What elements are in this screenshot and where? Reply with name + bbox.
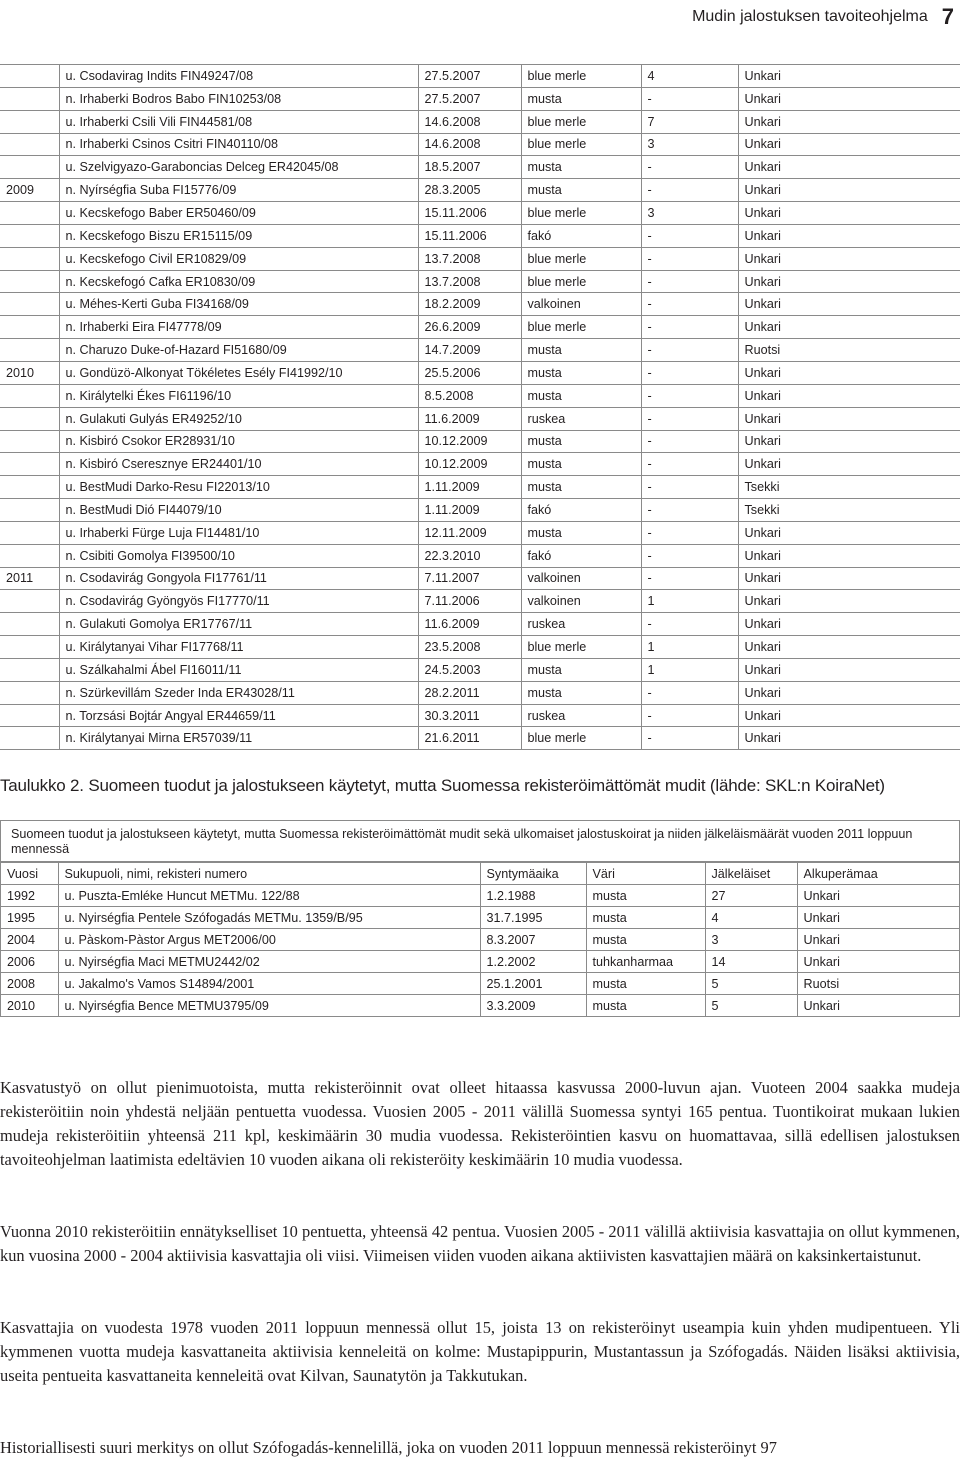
page-header [692,0,960,34]
cell-date: 27.5.2007 [418,87,521,110]
cell-count: - [641,613,738,636]
table-caption: Taulukko 2. Suomeen tuodut ja jalostukseen käytetyt, mutta Suomessa rekisteröimättömät mudit (lähde: SKL:n KoiraNet) [0,776,885,795]
table-cell: 5 [705,995,797,1017]
cell-color: blue merle [521,110,641,133]
cell-name: u. Szálkahalmi Ábel FI16011/11 [59,658,418,681]
table-cell: 2008 [1,973,58,995]
cell-date: 30.3.2011 [418,704,521,727]
cell-name: u. BestMudi Darko-Resu FI22013/10 [59,476,418,499]
cell-color: fakó [521,224,641,247]
table-cell: musta [586,929,705,951]
table-cell: 4 [705,907,797,929]
cell-date: 14.7.2009 [418,339,521,362]
table-row [0,202,960,225]
cell-year [0,681,59,704]
cell-year [0,544,59,567]
foreign-sires-table-header [1,863,959,885]
page-number: 7 [941,4,954,29]
cell-name: u. Gondüzö-Alkonyat Tökéletes Esély FI41992/10 [59,361,418,384]
column-header: Sukupuoli, nimi, rekisteri numero [58,863,480,885]
table-cell: Unkari [797,995,959,1017]
cell-origin: Unkari [738,293,960,316]
table-row [0,476,960,499]
cell-count: - [641,544,738,567]
table-cell: tuhkanharmaa [586,951,705,973]
table-cell: 1992 [1,885,58,907]
cell-count: - [641,270,738,293]
cell-color: musta [521,361,641,384]
cell-color: musta [521,87,641,110]
table-row [0,179,960,202]
cell-color: blue merle [521,247,641,270]
cell-name: n. BestMudi Dió FI44079/10 [59,499,418,522]
cell-color: valkoinen [521,590,641,613]
column-header: Jälkeläiset [705,863,797,885]
cell-count: - [641,384,738,407]
cell-color: musta [521,453,641,476]
table-row [0,636,960,659]
imported-dogs-table-body [0,65,960,750]
cell-name: u. Szelvigyazo-Garaboncias Delceg ER42045/08 [59,156,418,179]
table-cell: u. Nyirségfia Maci METMU2442/02 [58,951,480,973]
cell-origin: Unkari [738,704,960,727]
cell-color: blue merle [521,316,641,339]
cell-color: musta [521,521,641,544]
table-row [1,907,959,929]
cell-count: - [641,453,738,476]
table-cell: 2006 [1,951,58,973]
table-row [0,316,960,339]
cell-date: 26.6.2009 [418,316,521,339]
cell-date: 12.11.2009 [418,521,521,544]
table-row [0,590,960,613]
cell-date: 15.11.2006 [418,202,521,225]
cell-count: 3 [641,202,738,225]
cell-origin: Unkari [738,270,960,293]
cell-name: u. Csodavirag Indits FIN49247/08 [59,65,418,88]
cell-name: n. Kecskefogo Biszu ER15115/09 [59,224,418,247]
cell-count: - [641,224,738,247]
table-row [0,544,960,567]
table-row [0,270,960,293]
paragraph-kennels: Kasvattajia on vuodesta 1978 vuoden 2011 loppuun mennessä ollut 15, joista 13 on rekisteröinyt useampia kuin yhden mudipentueen. Yli kymmenen vuotta mudeja kasvattaneita aktiivisia kenneleitä on kolme: Mustapippurin, Mustantassun ja Szófogadás. Näiden lisäksi aktiivisia, useita pentueita kasvattaneita kenneleitä ovat Kilvan, Saunatytön ja Takkutukan. [0,1318,960,1385]
cell-origin: Unkari [738,658,960,681]
table-description: Suomeen tuodut ja jalostukseen käytetyt, mutta Suomessa rekisteröimättömät mudit sekä ulkomaiset jalostuskoirat ja niiden jälkeläismäärät vuoden 2011 loppuun mennessä [1,821,959,862]
cell-date: 13.7.2008 [418,270,521,293]
cell-date: 11.6.2009 [418,407,521,430]
cell-origin: Unkari [738,202,960,225]
table-row [0,727,960,750]
column-header: Väri [586,863,705,885]
cell-name: u. Méhes-Kerti Guba FI34168/09 [59,293,418,316]
cell-name: u. Irhaberki Csili Vili FIN44581/08 [59,110,418,133]
cell-origin: Tsekki [738,499,960,522]
table-row [1,929,959,951]
cell-date: 23.5.2008 [418,636,521,659]
cell-count: - [641,156,738,179]
table-cell: 27 [705,885,797,907]
table-row [1,973,959,995]
table-cell: 8.3.2007 [480,929,586,951]
cell-name: n. Kecskefogó Cafka ER10830/09 [59,270,418,293]
cell-date: 1.11.2009 [418,476,521,499]
cell-origin: Unkari [738,636,960,659]
cell-date: 10.12.2009 [418,453,521,476]
table-row [0,430,960,453]
table-row [0,87,960,110]
cell-year: 2010 [0,361,59,384]
cell-count: 4 [641,65,738,88]
cell-color: blue merle [521,636,641,659]
table-cell: u. Nyirségfia Pentele Szófogadás METMu. 1359/B/95 [58,907,480,929]
cell-color: ruskea [521,613,641,636]
cell-name: n. Nyírségfia Suba FI15776/09 [59,179,418,202]
table-row [1,885,959,907]
cell-origin: Unkari [738,544,960,567]
cell-color: fakó [521,499,641,522]
table-cell: musta [586,995,705,1017]
table-cell: 1.2.2002 [480,951,586,973]
table-cell: 14 [705,951,797,973]
cell-date: 1.11.2009 [418,499,521,522]
cell-name: n. Gulakuti Gulyás ER49252/10 [59,407,418,430]
cell-count: - [641,476,738,499]
cell-count: - [641,179,738,202]
table-row [0,224,960,247]
running-title: Mudin jalostuksen tavoiteohjelma [692,8,928,25]
cell-year [0,704,59,727]
cell-color: musta [521,681,641,704]
cell-name: n. Irhaberki Csinos Csitri FIN40110/08 [59,133,418,156]
cell-origin: Ruotsi [738,339,960,362]
table-row [0,110,960,133]
cell-count: - [641,430,738,453]
cell-year [0,224,59,247]
cell-name: n. Csodavirág Gongyola FI17761/11 [59,567,418,590]
table-cell: musta [586,885,705,907]
cell-count: - [641,499,738,522]
cell-date: 27.5.2007 [418,65,521,88]
cell-name: u. Királytanyai Vihar FI17768/11 [59,636,418,659]
table-row [0,704,960,727]
table-row [0,407,960,430]
cell-date: 28.2.2011 [418,681,521,704]
cell-year [0,202,59,225]
column-header: Alkuperämaa [797,863,959,885]
cell-origin: Unkari [738,110,960,133]
cell-count: - [641,339,738,362]
table-cell: Unkari [797,929,959,951]
cell-year [0,293,59,316]
cell-origin: Unkari [738,224,960,247]
table-row [0,613,960,636]
table-cell: 3.3.2009 [480,995,586,1017]
cell-count: 7 [641,110,738,133]
cell-count: 1 [641,636,738,659]
cell-date: 18.5.2007 [418,156,521,179]
table-cell: musta [586,907,705,929]
table-row [0,65,960,88]
cell-name: n. Királytelki Ékes FI61196/10 [59,384,418,407]
paragraph-registrations: Kasvatustyö on ollut pienimuotoista, mutta rekisteröinnit ovat olleet hitaassa kasvussa 2000-luvun ajan. Vuoteen 2004 saakka mudeja rekisteröitiin noin yhdestä neljään pentuetta vuodessa. Vuosien 2005 - 2011 välillä Suomessa syntyi 165 pentua. Tuontikoirat mukaan lukien mudeja rekisteröitiin yhteensä 211 kpl, keskimäärin 30 mudia vuodessa. Rekisteröintien kasvu on huomattavaa, sillä edellisen jalostuksen tavoiteohjelman laatimista edeltävien 10 vuoden aikana oli rekisteröity keskimäärin 10 mudia vuodessa. [0,1078,960,1169]
cell-year [0,727,59,750]
table-row [0,521,960,544]
cell-date: 21.6.2011 [418,727,521,750]
cell-year [0,65,59,88]
cell-year [0,430,59,453]
cell-color: blue merle [521,65,641,88]
cell-color: musta [521,658,641,681]
cell-date: 25.5.2006 [418,361,521,384]
table-cell: Ruotsi [797,973,959,995]
cell-year [0,339,59,362]
cell-count: - [641,316,738,339]
table-cell: 5 [705,973,797,995]
cell-date: 15.11.2006 [418,224,521,247]
cell-origin: Unkari [738,384,960,407]
cell-name: n. Szürkevillám Szeder Inda ER43028/11 [59,681,418,704]
table-cell: 3 [705,929,797,951]
cell-color: ruskea [521,704,641,727]
table-cell: 31.7.1995 [480,907,586,929]
cell-name: n. Gulakuti Gomolya ER17767/11 [59,613,418,636]
cell-count: - [641,704,738,727]
cell-year [0,636,59,659]
cell-color: blue merle [521,202,641,225]
paragraph-breeders: Vuonna 2010 rekisteröitiin ennätykselliset 10 pentuetta, yhteensä 42 pentua. Vuosien 2005 - 2011 välillä aktiivisia kasvattajia on ollut kymmenen, kun vuosina 2000 - 2004 aktiivisia kasvattajia oli viisi. Viimeisen viiden vuoden aikana aktiivisten kasvattajien määrä on kaksinkertaistunut. [0,1222,960,1265]
foreign-sires-table [1,862,959,1016]
cell-date: 13.7.2008 [418,247,521,270]
cell-name: n. Királytanyai Mirna ER57039/11 [59,727,418,750]
cell-origin: Unkari [738,430,960,453]
cell-year [0,247,59,270]
table-row [0,293,960,316]
table-cell: musta [586,973,705,995]
cell-origin: Unkari [738,521,960,544]
cell-color: blue merle [521,727,641,750]
cell-year [0,156,59,179]
cell-date: 22.3.2010 [418,544,521,567]
cell-date: 24.5.2003 [418,658,521,681]
cell-color: valkoinen [521,293,641,316]
table-cell: u. Nyirségfia Bence METMU3795/09 [58,995,480,1017]
cell-origin: Unkari [738,316,960,339]
cell-origin: Unkari [738,453,960,476]
cell-name: u. Kecskefogo Civil ER10829/09 [59,247,418,270]
table-row [1,995,959,1017]
table-row [0,156,960,179]
cell-date: 18.2.2009 [418,293,521,316]
table-row [0,247,960,270]
cell-year [0,87,59,110]
cell-color: fakó [521,544,641,567]
table-row [0,453,960,476]
imported-dogs-table [0,64,960,750]
foreign-sires-table-body [1,885,959,1017]
table-cell: 25.1.2001 [480,973,586,995]
cell-count: 3 [641,133,738,156]
cell-date: 28.3.2005 [418,179,521,202]
table-row [0,384,960,407]
cell-origin: Unkari [738,727,960,750]
table-cell: u. Puszta-Emléke Huncut METMu. 122/88 [58,885,480,907]
cell-year: 2009 [0,179,59,202]
cell-year [0,110,59,133]
cell-name: n. Csodavirág Gyöngyös FI17770/11 [59,590,418,613]
table-row [0,658,960,681]
cell-color: musta [521,430,641,453]
cell-count: - [641,247,738,270]
table-row [0,567,960,590]
cell-color: musta [521,179,641,202]
column-header: Vuosi [1,863,58,885]
cell-name: n. Torzsási Bojtár Angyal ER44659/11 [59,704,418,727]
paragraph-history: Historiallisesti suuri merkitys on ollut Szófogadás-kennelillä, joka on vuoden 2011 loppuun mennessä rekisteröinyt 97 [0,1438,777,1457]
cell-count: - [641,293,738,316]
cell-color: musta [521,384,641,407]
cell-origin: Unkari [738,133,960,156]
cell-name: n. Charuzo Duke-of-Hazard FI51680/09 [59,339,418,362]
cell-count: - [641,87,738,110]
cell-date: 8.5.2008 [418,384,521,407]
cell-year [0,521,59,544]
table-row [0,361,960,384]
cell-name: u. Irhaberki Fürge Luja FI14481/10 [59,521,418,544]
cell-year [0,316,59,339]
cell-year [0,613,59,636]
cell-year [0,499,59,522]
cell-date: 10.12.2009 [418,430,521,453]
cell-year [0,384,59,407]
cell-origin: Unkari [738,681,960,704]
cell-origin: Unkari [738,247,960,270]
cell-color: musta [521,339,641,362]
cell-origin: Unkari [738,179,960,202]
cell-color: blue merle [521,270,641,293]
table-cell: u. Jakalmo's Vamos S14894/2001 [58,973,480,995]
cell-year [0,133,59,156]
table-cell: 2004 [1,929,58,951]
table-row [0,133,960,156]
cell-name: n. Kisbiró Cseresznye ER24401/10 [59,453,418,476]
cell-origin: Tsekki [738,476,960,499]
cell-origin: Unkari [738,567,960,590]
cell-year [0,590,59,613]
cell-origin: Unkari [738,590,960,613]
cell-origin: Unkari [738,407,960,430]
table-cell: Unkari [797,885,959,907]
cell-year [0,453,59,476]
cell-year [0,476,59,499]
cell-origin: Unkari [738,156,960,179]
cell-count: - [641,361,738,384]
cell-color: ruskea [521,407,641,430]
cell-color: musta [521,476,641,499]
cell-count: - [641,567,738,590]
cell-year [0,407,59,430]
cell-color: musta [521,156,641,179]
cell-count: - [641,521,738,544]
table-row [0,339,960,362]
cell-count: 1 [641,590,738,613]
foreign-sires-box [0,820,960,1017]
cell-name: n. Irhaberki Eira FI47778/09 [59,316,418,339]
cell-origin: Unkari [738,613,960,636]
cell-year [0,270,59,293]
cell-origin: Unkari [738,361,960,384]
cell-color: valkoinen [521,567,641,590]
cell-name: u. Kecskefogo Baber ER50460/09 [59,202,418,225]
cell-date: 7.11.2007 [418,567,521,590]
table-cell: u. Pàskom-Pàstor Argus MET2006/00 [58,929,480,951]
cell-origin: Unkari [738,65,960,88]
cell-date: 7.11.2006 [418,590,521,613]
table-cell: Unkari [797,907,959,929]
cell-count: - [641,727,738,750]
table-cell: 1.2.1988 [480,885,586,907]
table-cell: 2010 [1,995,58,1017]
cell-year [0,658,59,681]
cell-origin: Unkari [738,87,960,110]
cell-date: 11.6.2009 [418,613,521,636]
table-cell: Unkari [797,951,959,973]
cell-count: - [641,681,738,704]
cell-count: 1 [641,658,738,681]
column-header: Syntymäaika [480,863,586,885]
cell-color: blue merle [521,133,641,156]
cell-date: 14.6.2008 [418,133,521,156]
cell-count: - [641,407,738,430]
cell-date: 14.6.2008 [418,110,521,133]
table-cell: 1995 [1,907,58,929]
cell-year: 2011 [0,567,59,590]
cell-name: n. Kisbiró Csokor ER28931/10 [59,430,418,453]
cell-name: n. Irhaberki Bodros Babo FIN10253/08 [59,87,418,110]
table-row [0,499,960,522]
cell-name: n. Csibiti Gomolya FI39500/10 [59,544,418,567]
table-row [0,681,960,704]
table-row [1,951,959,973]
